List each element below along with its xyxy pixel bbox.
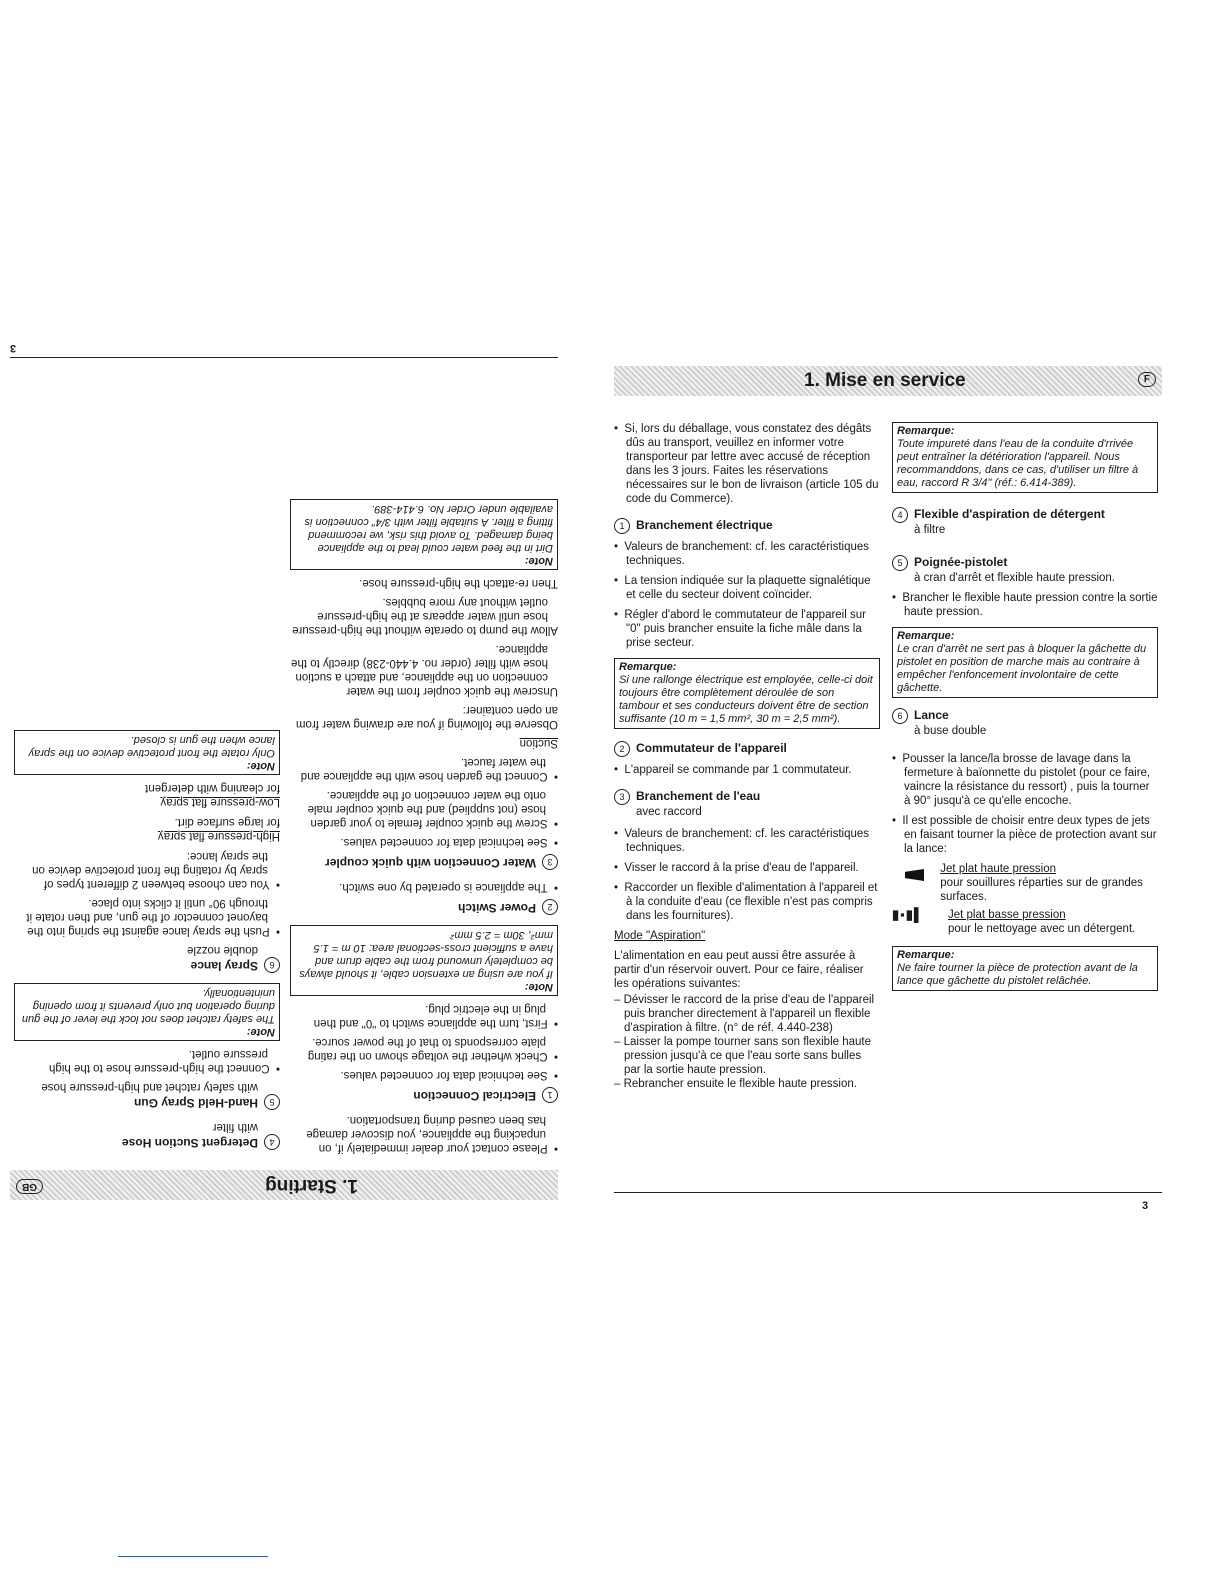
note-title: Remarque:	[897, 425, 955, 437]
list-item: • Valeurs de branchement: cf. les caractéristiques techniques.	[614, 827, 880, 855]
note-text: Dirt in the feed water could lead to the appliance being damaged. To avoid this risk, we recommend fitting a filter. A suitable filter with 3/4" connection is available under Order No. 6.414-389.	[304, 503, 553, 554]
mode-aspiration-text: L'alimentation en eau peut aussi être assurée à partir d'un réservoir ouvert. Pour ce faire, réaliser les opérations suivantes:	[614, 950, 864, 990]
list-item: • Valeurs de branchement: cf. les caractéristiques techniques.	[614, 540, 880, 568]
section-title: Hand-Held Spray Gun	[133, 1096, 258, 1110]
right-page-footer-rule	[614, 1192, 1162, 1193]
note-box	[14, 730, 280, 775]
circled-number-2: 2	[614, 741, 630, 757]
note-title: Remarque:	[897, 630, 955, 642]
circled-number: 2	[542, 899, 558, 915]
dash-item: – Dévisser le raccord de la prise d'eau de l'appareil puis brancher directement à l'appareil un flexible d'aspiration à filtre. (n° de réf. 4.440-238)	[614, 994, 875, 1034]
dash-item: Allow the pump to operate without the high-pressure hose until water appears at the high-pressure outlet without any more bubbles.	[292, 596, 558, 636]
high-pressure-spray-icon	[892, 862, 940, 904]
section-heading-gun	[892, 555, 1158, 571]
list-item: • Il est possible de choisir entre deux types de jets en faisant tourner la pièce de protection avant sur la lance:	[892, 814, 1158, 856]
list-item: • Push the spray lance against the spring into the bayonet connector of the gun, and then rotate it through 90° until it clicks into place.	[14, 896, 280, 938]
note-box	[892, 946, 1158, 991]
list-item: • Screw the quick coupler female to your garden hose (not supplied) and the quick coupler male onto the water connection of the appliance.	[290, 788, 558, 830]
list-item: • Visser le raccord à la prise d'eau de l'appareil.	[614, 861, 880, 875]
section-heading	[290, 854, 558, 870]
section-title: Power Switch	[457, 901, 536, 915]
low-pressure-spray-icon: ▮▪▮▌	[892, 907, 925, 922]
circled-number-5: 5	[892, 555, 908, 571]
note-title: Note:	[524, 981, 553, 993]
section-title: Lance	[914, 708, 949, 722]
jet-label: High-pressure flat spray	[157, 830, 280, 842]
note-text: If you are using an extension cable, it should always be completely unwound from the cable drum and have a sufficient cross-sectional area: 10 m = 1.5 mm², 30m = 2.5 mm²	[299, 929, 553, 980]
circled-number-3: 3	[614, 789, 630, 805]
right-header-title: 1. Mise en service	[804, 370, 966, 391]
left-page-header	[10, 1170, 558, 1200]
list-item: • Connect the high-pressure hose to the high pressure outlet.	[14, 1047, 280, 1075]
list-item: • See technical data for connected values.	[290, 835, 558, 849]
note-title: Note:	[246, 760, 275, 772]
section-title: Electrical Connection	[413, 1089, 536, 1103]
note-title: Note:	[246, 1026, 275, 1038]
list-item: • L'appareil se commande par 1 commutateur.	[614, 763, 880, 777]
dash-item-text: Laisser la pompe tourner sans son flexible haute pression jusqu'à ce que l'eau sorte sans bulles par la sortie haute pression.	[623, 1036, 871, 1076]
jet-description: for large surface dirt.	[174, 816, 280, 828]
note-text: Le cran d'arrêt ne sert pas à bloquer la gâchette du pistolet en position de marche mais au contraire à empêcher l'enfoncement involontaire de cette gâchette.	[897, 643, 1147, 694]
dash-item: – Laisser la pompe tourner sans son flexible haute pression jusqu'à ce que l'eau sorte sans bulles par la sortie haute pression.	[614, 1036, 871, 1076]
dash-item: Then re-attach the high-pressure hose.	[359, 577, 558, 589]
left-page-footer-rule	[10, 357, 558, 358]
circled-number: 1	[542, 1087, 558, 1103]
section-heading	[14, 1094, 280, 1110]
section-title: Flexible d'aspiration de détergent	[914, 507, 1105, 521]
note-box	[614, 658, 880, 729]
section-heading-water	[614, 789, 880, 805]
language-badge-gb: GB	[16, 1179, 43, 1194]
note-text: The safety ratchet does not lock the lever of the gun during operation but only prevents it from opening unintentionally.	[21, 987, 275, 1025]
jet-option-high	[892, 862, 1158, 904]
jet-description: for cleaning with detergent	[145, 782, 280, 794]
subsection-title: Suction	[519, 737, 558, 749]
note-box	[14, 983, 280, 1041]
intro-paragraph: • Si, lors du déballage, vous constatez des dégâts dûs au transport, veuillez en informer votre transporteur par lettre avec accusé de réception dans les 3 jours. Faites les réservations nécessaires sur le bon de livraison (article 105 du code du Commerce).	[614, 422, 880, 506]
section-title: Branchement de l'eau	[636, 789, 761, 803]
list-item: • Connect the garden hose with the appliance and the water faucet.	[290, 755, 558, 783]
list-item: • Raccorder un flexible d'alimentation à l'appareil et à la conduite d'eau (ce flexible n'est pas compris dans les fournitures).	[614, 881, 880, 923]
jet-label: Jet plat haute pression	[940, 863, 1056, 875]
section-heading-detergent	[892, 507, 1158, 523]
section-subtitle: à filtre	[914, 524, 946, 536]
section-heading-switch	[614, 741, 880, 757]
jet-description: pour le nettoyage avec un détergent.	[948, 923, 1136, 935]
list-item: • Pousser la lance/la brosse de lavage dans la fermeture à baïonnette du pistolet (pour ce faire, vaincre la résistance du ressort) , puis la tourner à 90° jusqu'à ce qu'elle encoche.	[892, 752, 1158, 808]
section-title: Water Connection with quick coupler	[325, 856, 536, 870]
jet-option	[14, 781, 280, 809]
bottom-link-rule	[118, 1556, 268, 1557]
circled-number-1: 1	[614, 518, 630, 534]
left-column-english-1	[290, 499, 558, 1160]
circled-number: 3	[542, 854, 558, 870]
left-page-rotated	[10, 340, 558, 1200]
list-item: • Régler d'abord le commutateur de l'appareil sur "0" puis brancher ensuite la fiche mâle dans la prise secteur.	[614, 608, 880, 650]
section-title: Branchement électrique	[636, 518, 773, 532]
note-box	[892, 422, 1158, 493]
jet-label: Jet plat basse pression	[948, 909, 1066, 921]
section-title: Poignée-pistolet	[914, 555, 1008, 569]
left-page-number: 3	[10, 342, 17, 354]
circled-number-6: 6	[892, 708, 908, 724]
note-box	[290, 499, 558, 570]
dash-item: – Rebrancher ensuite le flexible haute pression.	[614, 1078, 857, 1090]
list-item: • Brancher le flexible haute pression contre la sortie haute pression.	[892, 591, 1158, 619]
circled-number-4: 4	[892, 507, 908, 523]
note-title: Remarque:	[897, 949, 955, 961]
left-header-title: 1. Starting	[265, 1175, 358, 1196]
list-item: • Check whether the voltage shown on the rating plate corresponds to that of the power source.	[290, 1035, 558, 1063]
section-subtitle: avec raccord	[636, 806, 702, 818]
section-subtitle: à cran d'arrêt et flexible haute pression.	[914, 572, 1116, 584]
section-heading	[14, 1134, 280, 1150]
dash-item: Unscrew the quick coupler from the water connection on the appliance, and attach a suction hose with filter (order no. 4.440-238) directly to the appliance.	[291, 643, 558, 697]
right-page-header	[614, 366, 1162, 396]
circled-number: 6	[264, 957, 280, 973]
circled-number: 5	[264, 1094, 280, 1110]
section-title: Spray lance	[190, 959, 258, 973]
section-subtitle: with filter	[212, 1121, 258, 1133]
note-box	[892, 627, 1158, 698]
section-subtitle: with safety ratchet and high-pressure hose	[41, 1081, 258, 1093]
dash-item-text: Rebrancher ensuite le flexible haute pression.	[623, 1078, 857, 1090]
note-text: Si une rallonge électrique est employée, celle-ci doit toujours être complètement déroulée de son tambour et ses conducteurs doivent être de section suffisante (10 m = 1,5 mm², 30 m = 2,5 mm²).	[619, 674, 873, 725]
list-item: • Please contact your dealer immediately if, on unpacking the appliance, you discover damage has been caused during transportation.	[290, 1113, 558, 1155]
dash-item-text: Dévisser le raccord de la prise d'eau de l'appareil puis brancher directement à l'appareil un flexible d'aspiration à filtre. (n° de réf. 4.440-238)	[623, 994, 875, 1034]
note-title: Note:	[524, 555, 553, 567]
circled-number: 4	[264, 1134, 280, 1150]
right-page-number: 3	[1142, 1200, 1149, 1212]
note-text: Ne faire tourner la pièce de protection avant de la lance que gâchette du pistolet relâchée.	[897, 962, 1138, 987]
mode-aspiration-title: Mode "Aspiration"	[614, 930, 706, 942]
right-column-french-1	[614, 422, 880, 1091]
section-heading-electrical	[614, 518, 880, 534]
section-title: Detergent Suction Hose	[121, 1136, 258, 1150]
note-box	[290, 925, 558, 996]
list-item: • La tension indiquée sur la plaquette signalétique et celle du secteur doivent coïncider.	[614, 574, 880, 602]
section-heading	[14, 957, 280, 973]
note-text: Only rotate the front protective device on the spray lance when the gun is closed.	[28, 734, 275, 759]
list-item: • The appliance is operated by one switch.	[290, 880, 558, 894]
language-badge-f: F	[1138, 372, 1156, 387]
section-heading	[290, 899, 558, 915]
jet-option-low	[892, 908, 1158, 936]
jet-label: Low-pressure flat spray	[160, 796, 280, 808]
section-title: Commutateur de l'appareil	[636, 741, 787, 755]
paragraph: Observe the following if you are drawing water from an open container:	[295, 704, 558, 730]
jet-option	[14, 815, 280, 843]
list-item: • See technical data for connected values.	[290, 1068, 558, 1082]
section-heading-lance	[892, 708, 1158, 724]
jet-description: pour souillures réparties sur de grandes surfaces.	[940, 877, 1143, 903]
section-heading	[290, 1087, 558, 1103]
note-title: Remarque:	[619, 661, 677, 673]
list-item: • You can choose between 2 different types of spray by rotating the front protective device on the spray lance:	[14, 849, 280, 891]
section-subtitle: double nozzle	[187, 944, 258, 956]
left-column-english-2	[14, 730, 280, 1160]
section-subtitle: à buse double	[914, 725, 987, 737]
note-text: Toute impureté dans l'eau de la conduite d'rrivée peut entraîner la détérioration l'appareil. Nous recommanddons, dans ce cas, d'utiliser un filtre à eau, raccord R 3/4" (réf.: 6.414-389).	[897, 438, 1139, 489]
list-item: • First, turn the appliance switch to "0" and then plug in the electric plug.	[290, 1002, 558, 1030]
right-column-french-2	[892, 422, 1158, 991]
